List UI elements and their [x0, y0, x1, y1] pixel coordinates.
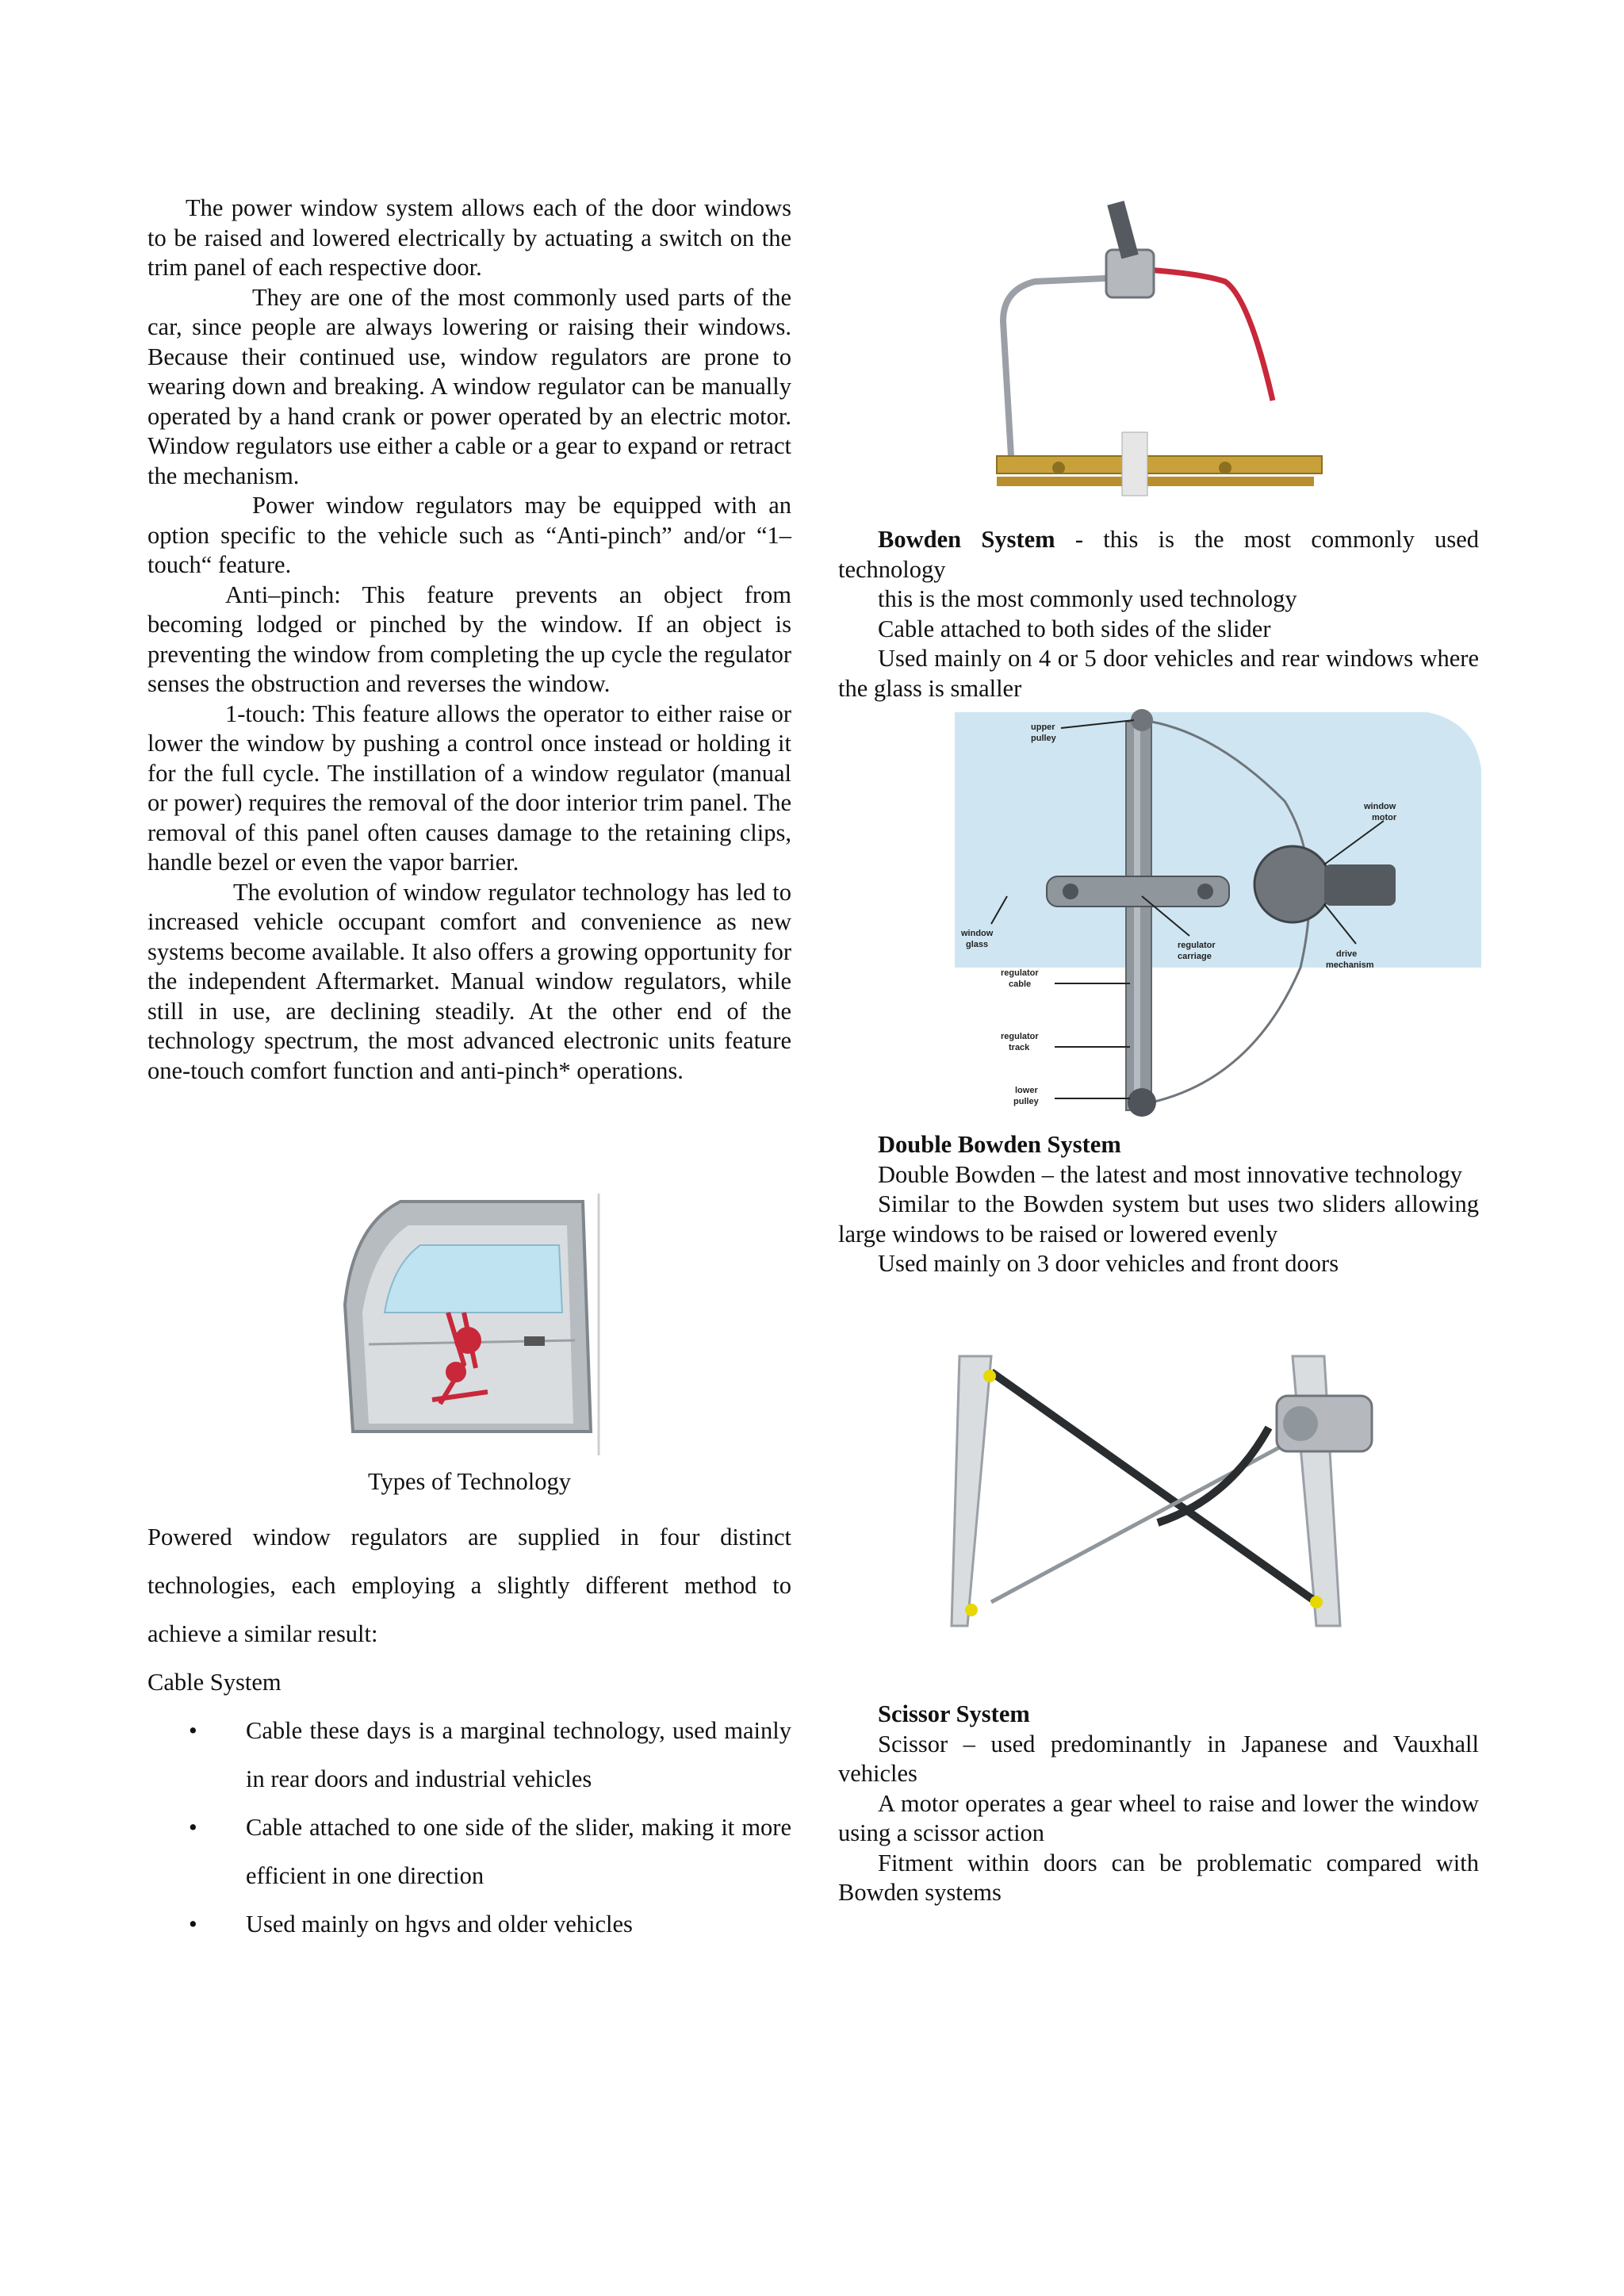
- double-bowden-line-3: Used mainly on 3 door vehicles and front doors: [878, 1250, 1339, 1277]
- svg-text:regulator: regulator: [1001, 968, 1039, 978]
- svg-text:lower: lower: [1015, 1086, 1038, 1095]
- svg-text:mechanism: mechanism: [1326, 960, 1374, 970]
- svg-text:regulator: regulator: [1178, 941, 1216, 950]
- svg-text:pulley: pulley: [1031, 734, 1056, 743]
- intro-paragraph-3: Power window regulators may be equipped with an option specific to the vehicle such as “Anti-pinch” and/or “1– touch“ feature.: [147, 492, 791, 578]
- scissor-line-2: A motor operates a gear wheel to raise and lower the window using a scissor action: [838, 1789, 1479, 1846]
- cable-system-bullets: [147, 1707, 791, 1949]
- anti-pinch-paragraph: Anti–pinch: This feature prevents an object from becoming lodged or pinched by the window. If an object is preventing the window from completing the up cycle the regulator senses the obstruction and reverses the window.: [147, 581, 791, 697]
- list-item: • Used mainly on hgvs and older vehicles: [189, 1911, 633, 1938]
- intro-paragraph-1: The power window system allows each of the door windows to be raised and lowered electrically by actuating a switch on the trim panel of each respective door.: [147, 194, 791, 281]
- svg-text:upper: upper: [1031, 723, 1055, 732]
- types-intro: Powered window regulators are supplied in four distinct technologies, each employing a slightly different method to achieve a similar result:: [147, 1524, 791, 1647]
- evolution-paragraph: The evolution of window regulator technology has led to increased vehicle occupant comfort and convenience as new systems become available. It also offers a growing opportunity for the independent Aftermarket. Manual window regulators, while still in use, are declining steadily. At the other end of the technology spectrum, the most advanced electronic units feature one-touch comfort function and anti-pinch* operations.: [147, 878, 791, 1084]
- one-touch-paragraph: 1-touch: This feature allows the operator to either raise or lower the window by pushing a control once instead or holding it for the full cycle. The instillation of a window regulator (manual or power) requires the removal of the door interior trim panel. The removal of this panel often causes damage to the retaining clips, handle bezel or even the vapor barrier.: [147, 700, 791, 876]
- types-section: [147, 1466, 791, 1949]
- svg-text:carriage: carriage: [1178, 952, 1212, 961]
- double-bowden-section: [838, 1130, 1479, 1279]
- bowden-regulator-image: [987, 194, 1336, 512]
- types-heading: Types of Technology: [367, 1468, 572, 1495]
- list-item: • Cable these days is a marginal technology, used mainly in rear doors and industrial vehicles: [189, 1717, 791, 1792]
- svg-text:glass: glass: [966, 940, 989, 949]
- intro-paragraph-2: They are one of the most commonly used parts of the car, since people are always lowering or raising their windows. Because their continued use, window regulators are prone to wearing down and breaking. A window regulator can be manually operated by a hand crank or power operated by an electric motor. Window regulators use either a cable or a gear to expand or retract the mechanism.: [147, 283, 791, 489]
- scissor-title: Scissor System: [878, 1700, 1030, 1727]
- svg-text:regulator: regulator: [1001, 1032, 1039, 1041]
- bowden-section: Bowden System - this is the most commonly used technology this is the most commonly used technology Cable attached to both sides of the slider Used mainly on 4 or 5 door vehicles and rear windows where the glass is smaller: [838, 525, 1479, 703]
- bowden-title: Bowden System: [878, 526, 1055, 553]
- left-column: [147, 194, 791, 1086]
- svg-text:track: track: [1009, 1043, 1030, 1052]
- double-bowden-line-2: Similar to the Bowden system but uses two sliders allowing large windows to be raised or lowered evenly: [838, 1190, 1479, 1248]
- double-bowden-diagram: [952, 706, 1495, 1122]
- svg-text:window: window: [1364, 802, 1396, 811]
- bowden-line-3: Used mainly on 4 or 5 door vehicles and rear windows where the glass is smaller: [838, 645, 1479, 702]
- bowden-line-1: this is the most commonly used technology: [878, 585, 1297, 612]
- svg-text:drive: drive: [1336, 949, 1358, 959]
- double-bowden-title: Double Bowden System: [878, 1131, 1121, 1158]
- door-regulator-image: [337, 1194, 603, 1455]
- list-item: • Cable attached to one side of the slider, making it more efficient in one direction: [189, 1814, 791, 1889]
- svg-text:motor: motor: [1372, 813, 1397, 822]
- svg-text:window: window: [961, 929, 994, 938]
- scissor-section: [838, 1700, 1479, 1908]
- bowden-line-2: Cable attached to both sides of the slider: [878, 615, 1271, 642]
- svg-text:cable: cable: [1009, 979, 1032, 989]
- cable-system-heading: Cable System: [147, 1669, 282, 1696]
- double-bowden-line-1: Double Bowden – the latest and most innovative technology: [878, 1160, 1462, 1188]
- scissor-line-3: Fitment within doors can be problematic compared with Bowden systems: [838, 1849, 1479, 1906]
- svg-text:pulley: pulley: [1013, 1097, 1039, 1106]
- scissor-regulator-image: [944, 1340, 1404, 1642]
- scissor-line-1: Scissor – used predominantly in Japanese and Vauxhall vehicles: [838, 1730, 1479, 1787]
